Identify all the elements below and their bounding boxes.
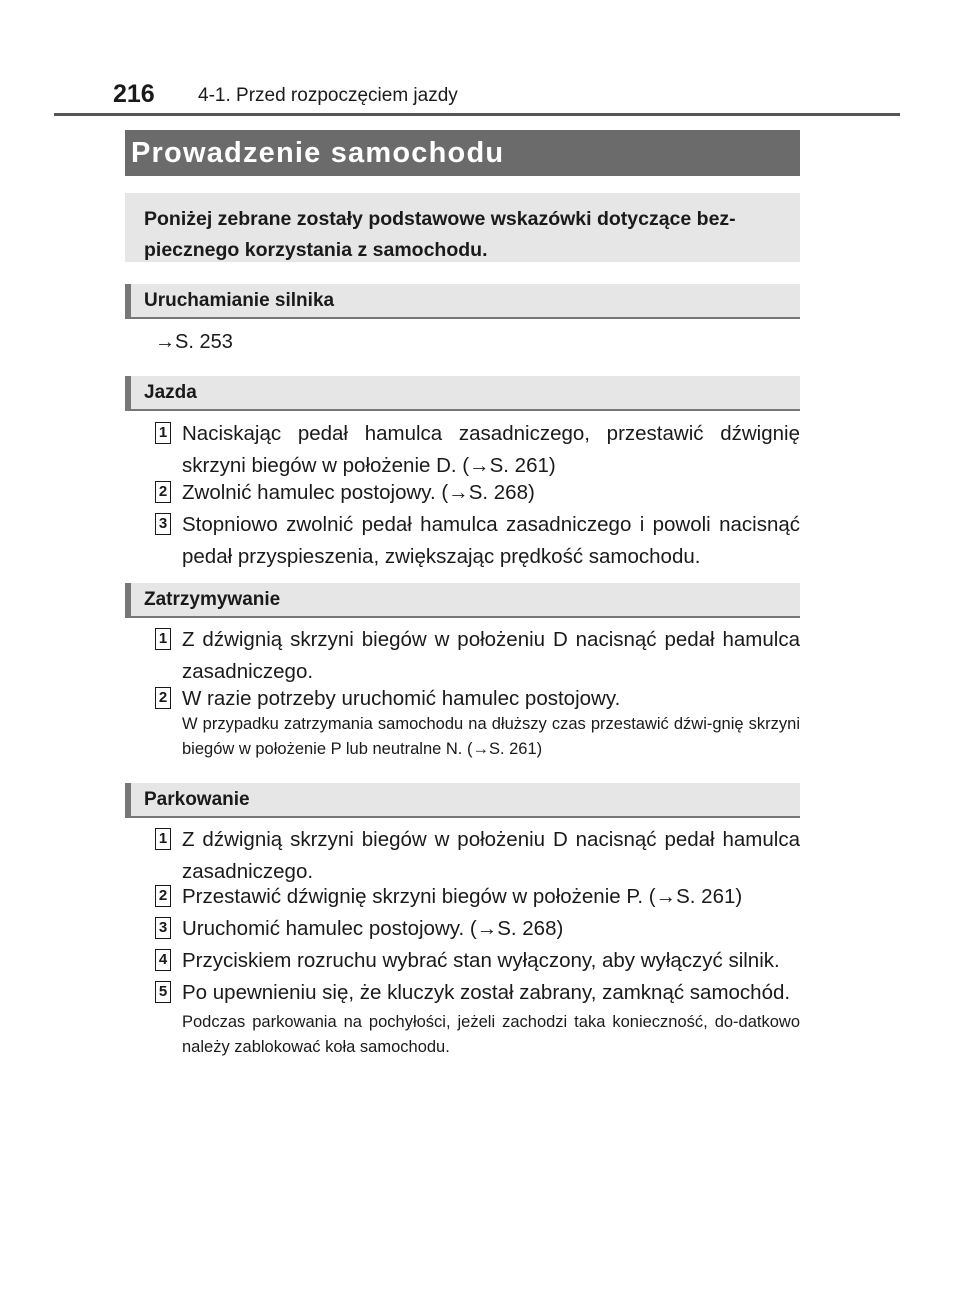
parking-note: Podczas parkowania na pochyłości, jeżeli zachodzi taka konieczność, do-datkowo należy zablokować koła samochodu. <box>182 1013 800 1056</box>
driving-step <box>155 509 800 573</box>
heading-stopping <box>125 583 800 618</box>
parking-step <box>155 913 800 945</box>
heading-engine-start-label: Uruchamianie silnika <box>144 290 335 311</box>
engine-start-reference[interactable]: →S. 253 <box>155 331 233 353</box>
intro-box <box>125 193 800 262</box>
stopping-step <box>155 624 800 688</box>
stopping-note: W przypadku zatrzymania samochodu na dłuższy czas przestawić dźwi-gnię skrzyni biegów w położenie P lub neutralne N. (→S. 261) <box>182 715 800 758</box>
parking-step <box>155 881 800 913</box>
step-text: Przyciskiem rozruchu wybrać stan wyłączony, aby wyłączyć silnik. <box>182 949 780 972</box>
stopping-step <box>155 683 800 715</box>
page-number: 216 <box>113 80 155 108</box>
step-text: Z dźwignią skrzyni biegów w położeniu D nacisnąć pedał hamulca zasadniczego. <box>182 628 800 683</box>
step-text: Z dźwignią skrzyni biegów w położeniu D nacisnąć pedał hamulca zasadniczego. <box>182 828 800 883</box>
driving-step <box>155 418 800 482</box>
heading-engine-start <box>125 284 800 319</box>
parking-step <box>155 945 800 977</box>
step-text: Zwolnić hamulec postojowy. (→S. 268) <box>182 481 535 504</box>
step-number-badge: 5 <box>155 981 171 1003</box>
step-number-badge: 2 <box>155 885 171 907</box>
step-text: Naciskając pedał hamulca zasadniczego, przestawić dźwignię skrzyni biegów w położenie D. (→S. 261) <box>182 422 800 477</box>
heading-driving <box>125 376 800 411</box>
step-text: Uruchomić hamulec postojowy. (→S. 268) <box>182 917 564 940</box>
step-text: Po upewnieniu się, że kluczyk został zabrany, zamknąć samochód. <box>182 981 791 1004</box>
step-number-badge: 3 <box>155 513 171 535</box>
intro-text: Poniżej zebrane zostały podstawowe wskazówki dotyczące bez-piecznego korzystania z samochodu. <box>144 208 736 261</box>
driving-step <box>155 477 800 509</box>
page-title-bar <box>125 130 800 176</box>
page-title: Prowadzenie samochodu <box>131 137 505 169</box>
step-number-badge: 1 <box>155 422 171 444</box>
step-text: W razie potrzeby uruchomić hamulec postojowy. <box>182 687 621 710</box>
step-number-badge: 1 <box>155 628 171 650</box>
step-number-badge: 2 <box>155 481 171 503</box>
parking-step <box>155 824 800 888</box>
heading-parking-label: Parkowanie <box>144 789 250 810</box>
step-number-badge: 4 <box>155 949 171 971</box>
section-title: 4-1. Przed rozpoczęciem jazdy <box>198 85 458 106</box>
header-divider <box>54 113 900 116</box>
step-number-badge: 2 <box>155 687 171 709</box>
heading-parking <box>125 783 800 818</box>
step-text: Stopniowo zwolnić pedał hamulca zasadniczego i powoli nacisnąć pedał przyspieszenia, zwiększając prędkość samochodu. <box>182 513 800 568</box>
step-number-badge: 3 <box>155 917 171 939</box>
step-text: Przestawić dźwignię skrzyni biegów w położenie P. (→S. 261) <box>182 885 743 908</box>
heading-stopping-label: Zatrzymywanie <box>144 589 281 610</box>
step-number-badge: 1 <box>155 828 171 850</box>
parking-step <box>155 977 800 1009</box>
heading-driving-label: Jazda <box>144 382 197 403</box>
